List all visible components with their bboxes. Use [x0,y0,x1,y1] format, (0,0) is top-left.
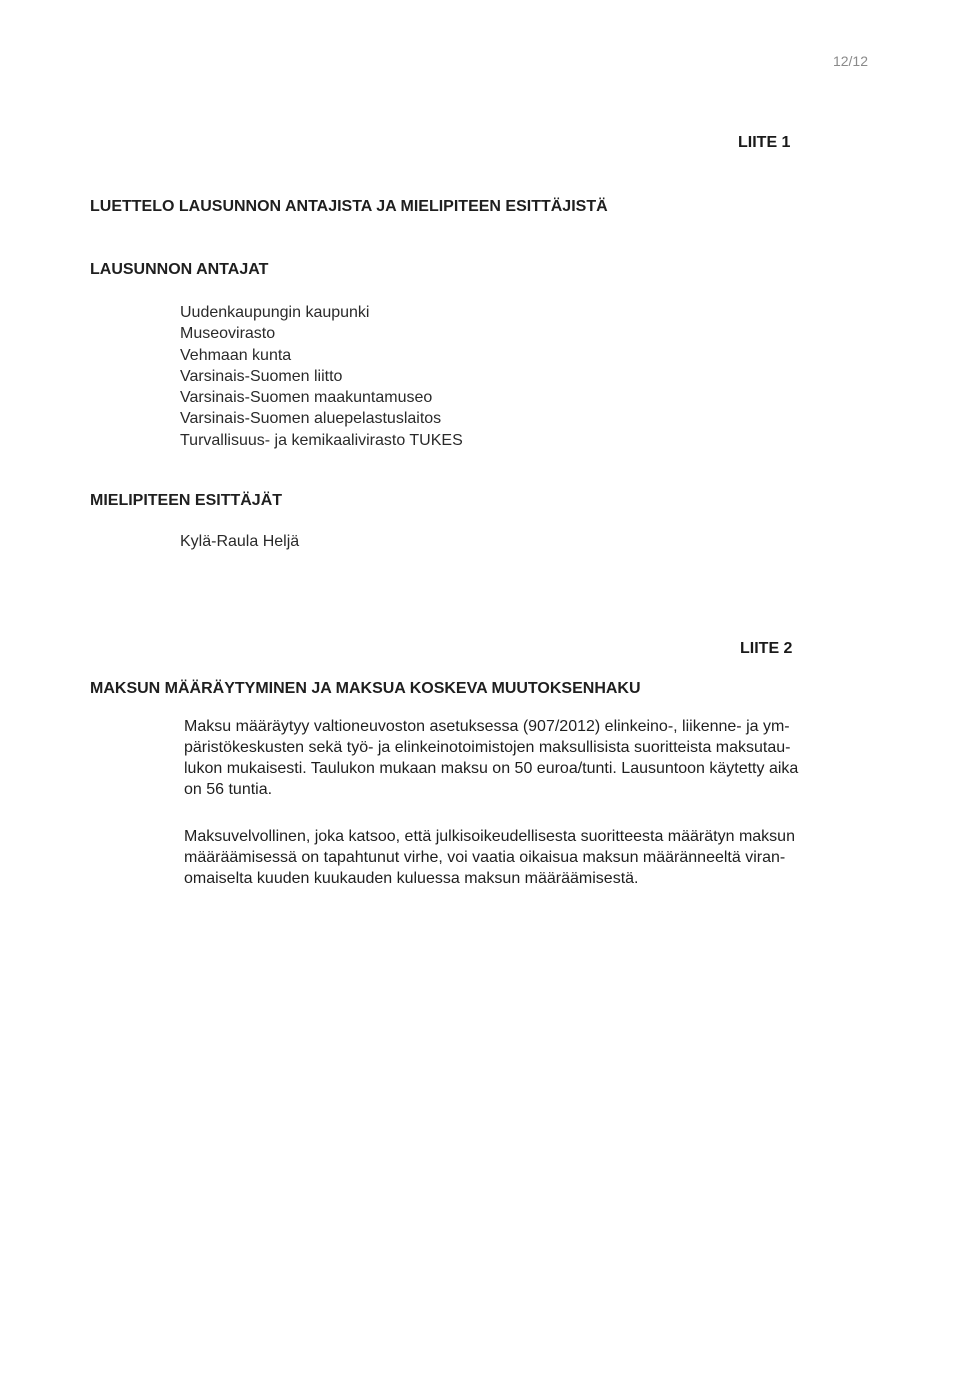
paragraph-line: omaiselta kuuden kuukauden kuluessa maksun määräämisestä. [184,870,639,887]
list-item: Varsinais-Suomen aluepelastuslaitos [180,410,442,428]
opinion-givers-heading: MIELIPITEEN ESITTÄJÄT [90,492,283,509]
appendix-1-title: LUETTELO LAUSUNNON ANTAJISTA JA MIELIPITEEN ESITTÄJISTÄ [90,198,608,215]
list-item: Turvallisuus- ja kemikaalivirasto TUKES [180,431,463,449]
list-item: Varsinais-Suomen liitto [180,367,343,385]
list-item: Varsinais-Suomen maakuntamuseo [180,389,433,407]
appendix-1-label: LIITE 1 [738,134,791,151]
fee-determination-paragraph [184,716,896,800]
paragraph-line: on 56 tuntia. [184,781,273,798]
statement-givers-heading: LAUSUNNON ANTAJAT [90,261,269,278]
list-item: Uudenkaupungin kaupunki [180,304,370,321]
opinion-giver-name: Kylä-Raula Heljä [180,533,300,550]
paragraph-line: Maksu määräytyy valtioneuvoston asetuksessa (907/2012) elinkeino-, liikenne- ja ym- [184,718,790,735]
appeal-paragraph [184,826,896,889]
list-item: Vehmaan kunta [180,346,292,364]
appendix-2-label: LIITE 2 [740,640,793,657]
statement-givers-list [180,302,463,451]
paragraph-line: päristökeskusten sekä työ- ja elinkeinotoimistojen maksullisista suoritteista maksutau- [184,739,791,756]
paragraph-line: Maksuvelvollinen, joka katsoo, että julkisoikeudellisesta suoritteesta määrätyn maksun [184,828,795,845]
page-number: 12/12 [832,53,868,69]
list-item: Museovirasto [180,325,276,343]
paragraph-line: määräämisessä on tapahtunut virhe, voi vaatia oikaisua maksun määränneeltä viran- [184,849,786,866]
paragraph-line: lukon mukaisesti. Taulukon mukaan maksu on 50 euroa/tunti. Lausuntoon käytetty aika [184,760,799,777]
appendix-2-title: MAKSUN MÄÄRÄYTYMINEN JA MAKSUA KOSKEVA MUUTOKSENHAKU [90,680,641,697]
